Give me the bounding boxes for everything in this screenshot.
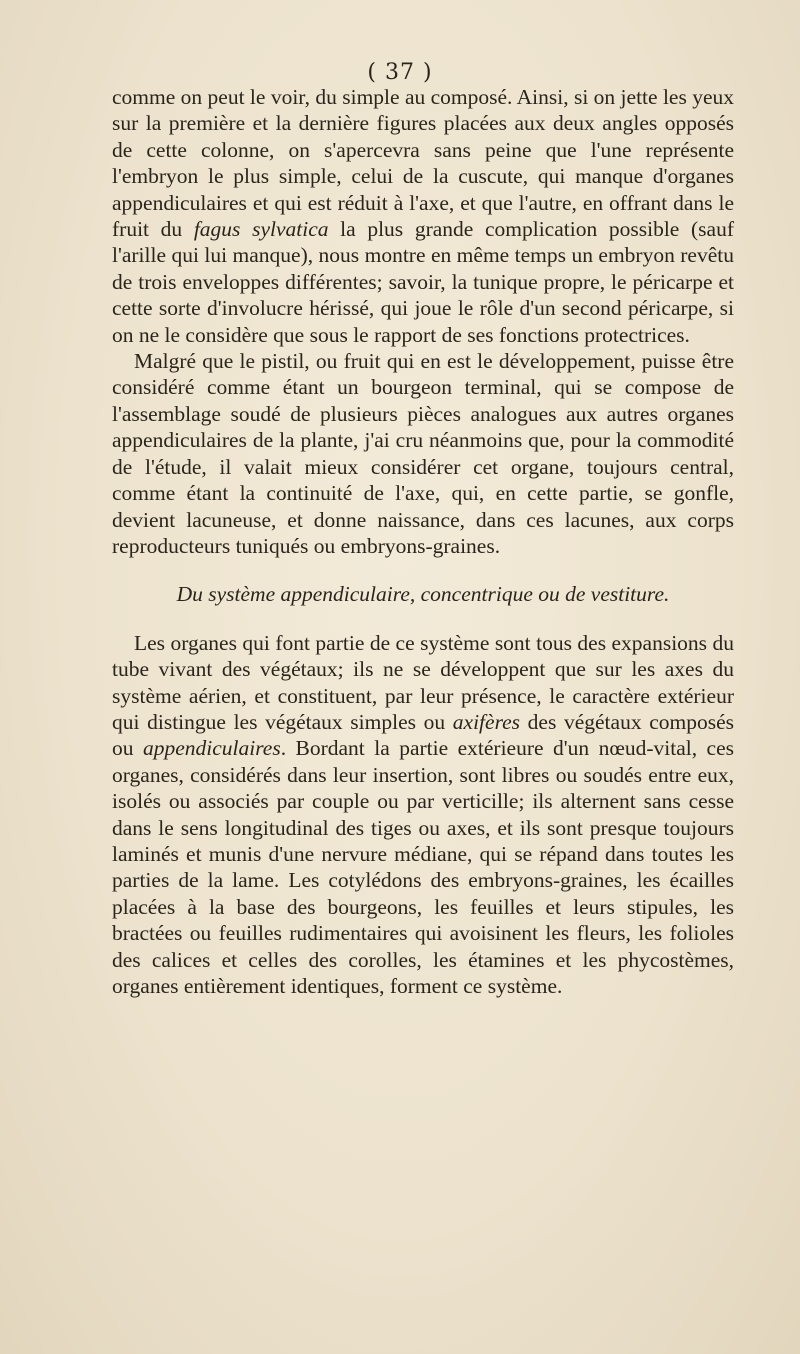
paragraph-2: Malgré que le pistil, ou fruit qui en est le développement, puisse être considéré comme étant un bourgeon terminal, qui se compose de l'assemblage soudé de plusieurs pièces analogues aux autres organes appendiculaires de la plante, j'ai cru néanmoins que, pour la commodité de l'étude, il valait mieux considérer cet organe, toujours central, comme étant la continuité de l'axe, qui, en cette partie, se gonfle, devient lacuneuse, et donne naissance, dans ces lacunes, aux corps reproducteurs tuniqués ou embryons-graines. xyxy=(112,349,734,558)
paragraph-1-text-b: la plus grande complication possible (sauf l'arille qui lui manque), nous montre en même temps un embryon revêtu de trois enveloppes différentes; savoir, la tunique propre, le péricarpe et cette sorte d'involucre hérissé, qui joue le rôle d'un second péricarpe, si on ne le considère que sous le rapport de ses fonctions protectrices. xyxy=(112,217,734,347)
paragraph-1-text-a: comme on peut le voir, du simple au composé. Ainsi, si on jette les yeux sur la première et la dernière figures placées aux deux angles opposés de cette colonne, on s'apercevra sans peine que l'une représente l'embryon le plus simple, celui de la cuscute, qui manque d'organes appendiculaires et qui est réduit à l'axe, et que l'autre, en offrant dans le fruit du xyxy=(112,85,734,242)
paragraph-3-text-c: des végétaux composés ou xyxy=(112,709,734,761)
section-heading xyxy=(112,581,734,607)
paragraph-3-text-e: . Bordant la partie extérieure d'un nœud-vital, ces organes, considérés dans leur insertion, sont libres ou soudés entre eux, isolés ou associés par couple ou par verticille; ils alternent sans cesse dans le sens longitudinal des tiges ou axes, et ils sont presque toujours laminés et munis d'une nervure médiane, qui se répand dans toutes les parties de la lame. Les cotylédons des embryons-graines, les écailles placées à la base des bourgeons, les feuilles et leurs stipules, les bractées ou feuilles rudimentaires qui avoisinent les fleurs, les folioles des calices et celles des corolles, les étamines et les phycostèmes, organes entièrement identiques, forment ce système. xyxy=(112,736,734,998)
section-heading-part1: Du système appendiculaire xyxy=(176,582,410,607)
body-text xyxy=(112,84,734,999)
paragraph-3-text-a: Les organes qui font partie de ce système sont tous des expansions du tube vivant des végétaux; ils ne se développent que sur les axes du système aérien, et constituent, par leur présence, le caractère extérieur qui distingue les végétaux simples ou xyxy=(112,630,734,734)
paragraph-1 xyxy=(112,84,734,348)
page-number: ( 37 ) xyxy=(367,60,433,85)
paragraph-3-axiferes: axifères xyxy=(452,709,521,734)
paragraph-3 xyxy=(112,630,734,1000)
paragraph-1-species: fagus sylvatica xyxy=(193,217,329,242)
section-heading-part2: , concentrique ou de vestiture. xyxy=(409,582,670,607)
paragraph-3-appendiculaires: appendiculaires xyxy=(142,736,281,761)
